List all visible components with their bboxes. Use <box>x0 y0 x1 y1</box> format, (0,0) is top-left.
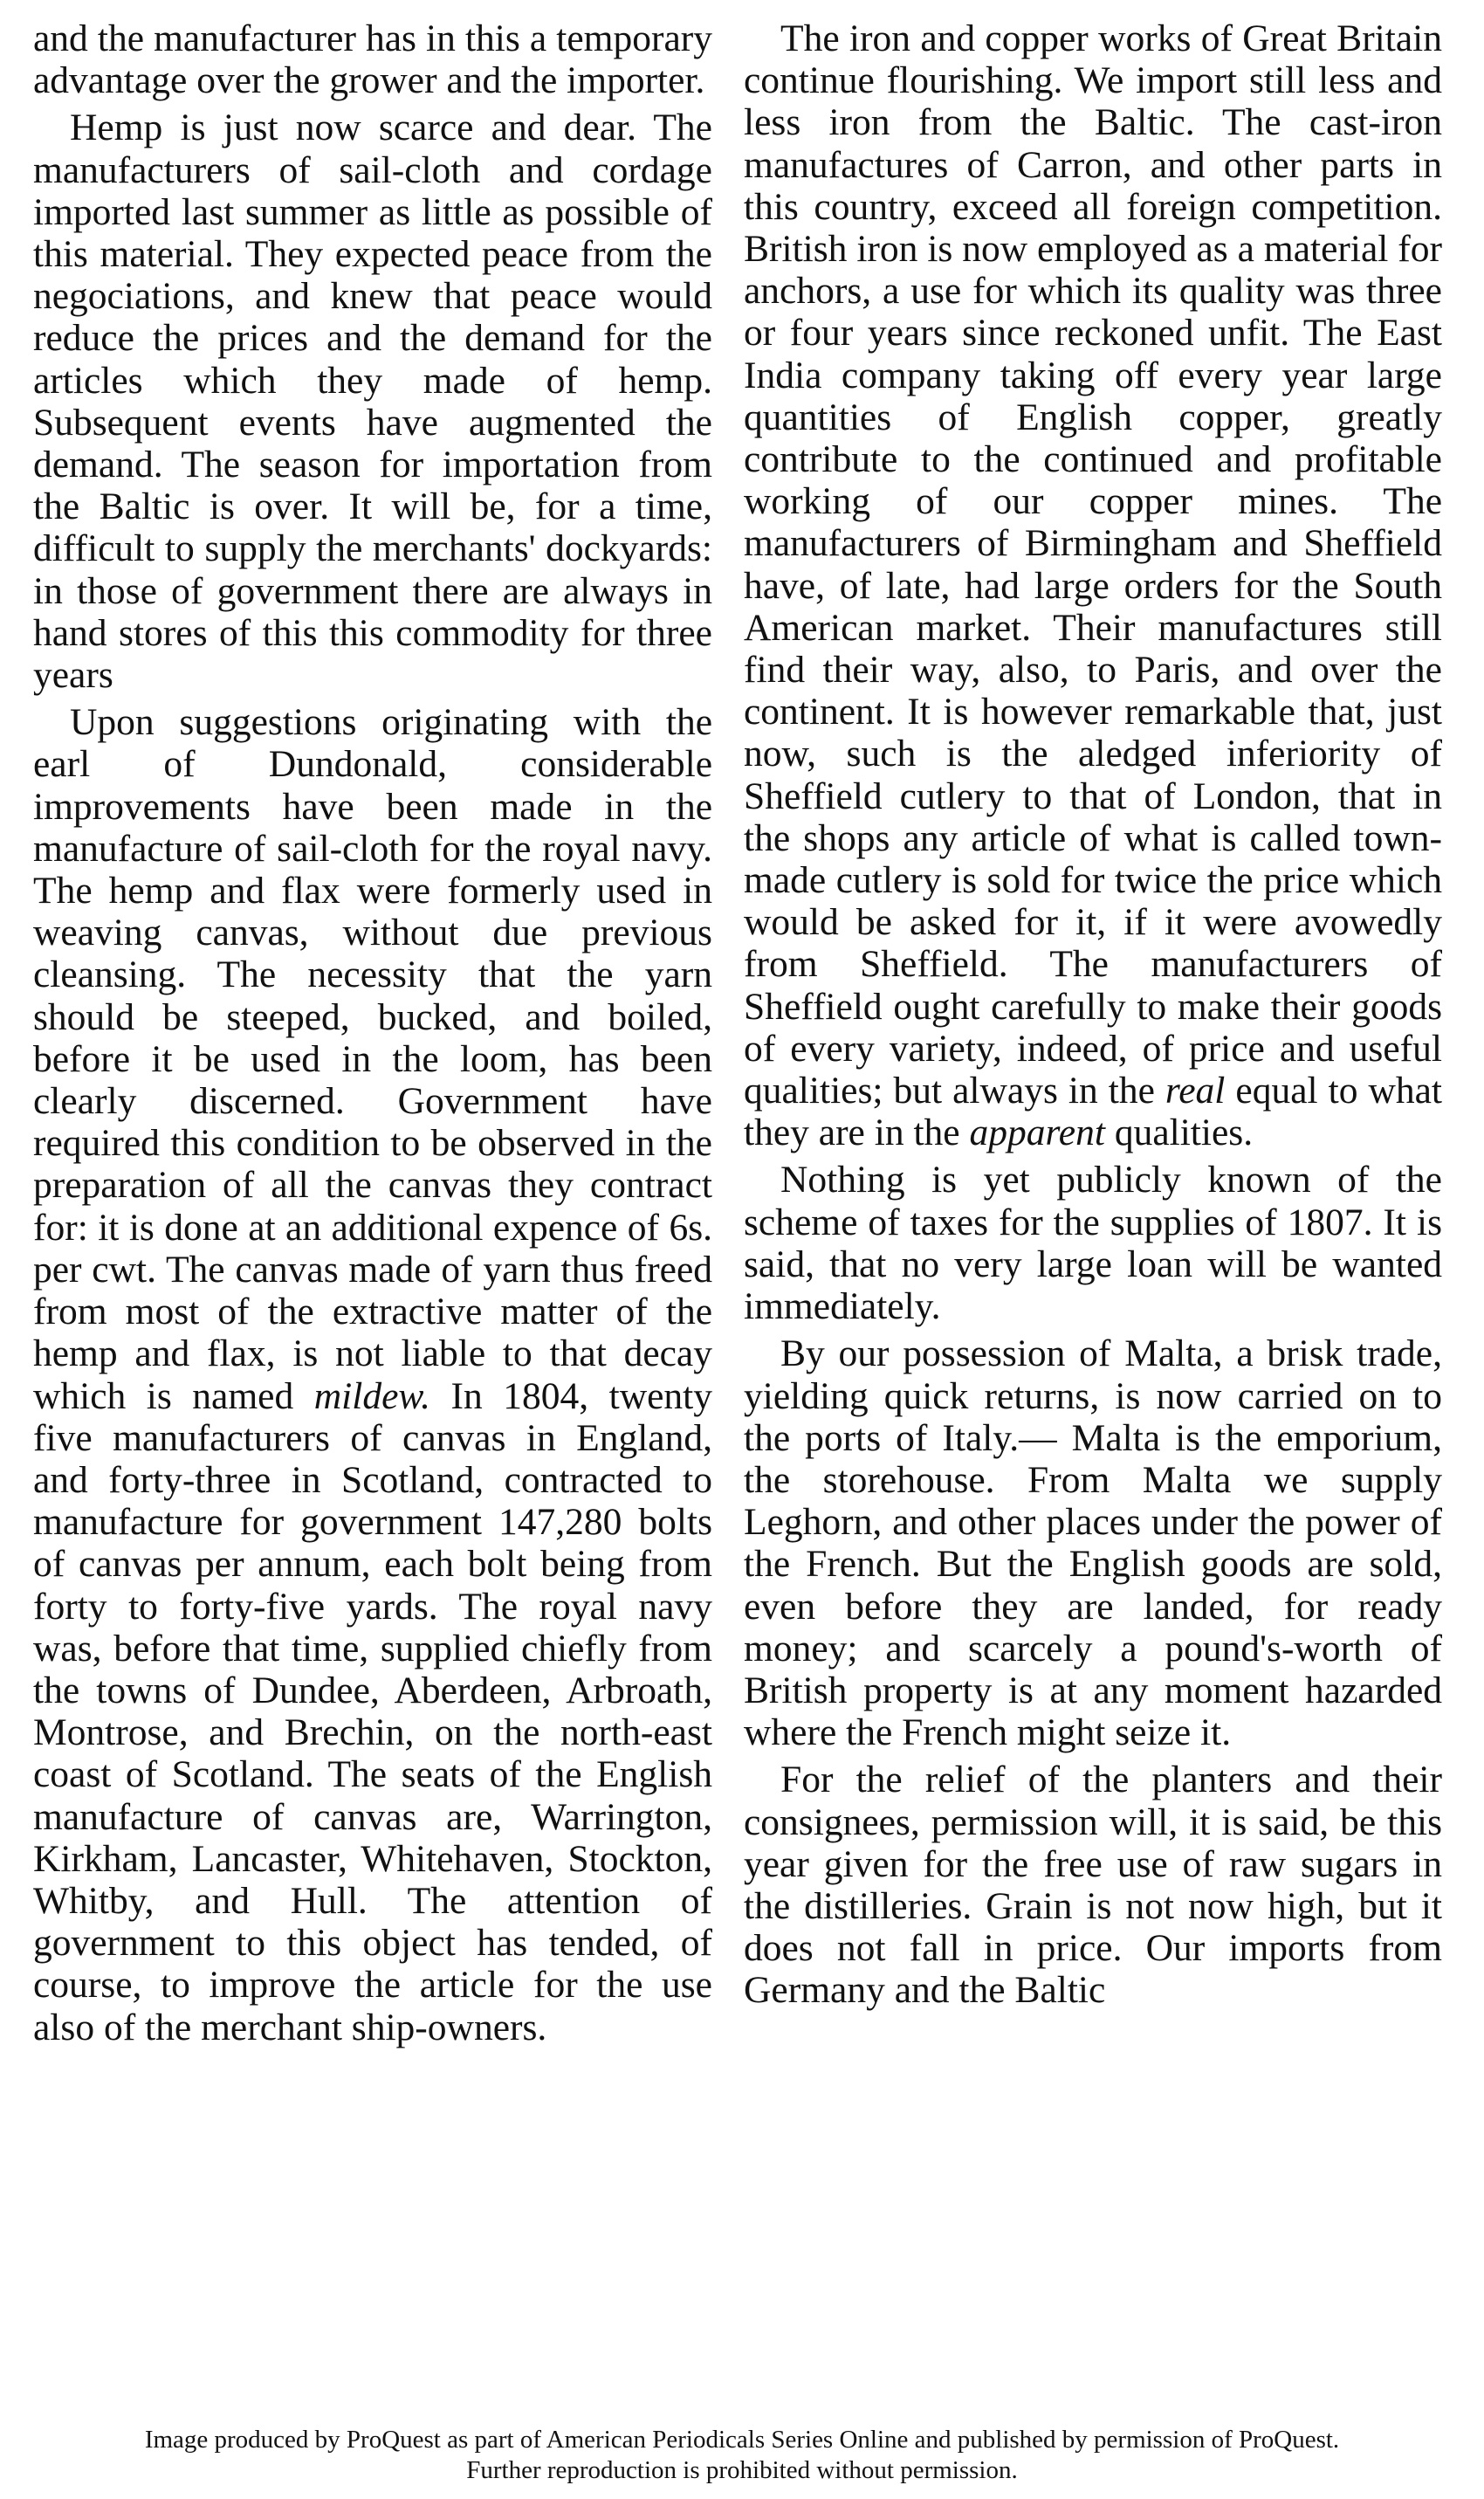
right-paragraph-1-text-b: equal to what they are in the <box>744 1070 1443 1154</box>
right-column <box>744 17 1442 2012</box>
left-paragraph-2: Hemp is just now scarce and dear. The manufacturers of sail-cloth and cordage imported last summer as little as possible of this material. They expected peace from the negociations, and knew that peace would reduce the prices and the demand for the articles which they made of hemp. Subsequent events have augmented the demand. The season for importation from the Baltic is over. It will be, for a time, difficult to supply the merchants' dockyards: in those of government there are always in hand stores of this this commodity for three years <box>33 107 712 697</box>
left-paragraph-1: and the manufacturer has in this a temporary advantage over the grower and the importer. <box>33 17 712 102</box>
right-paragraph-1 <box>744 17 1442 1153</box>
right-paragraph-4: For the relief of the planters and their consignees, permission will, it is said, be this year given for the free use of raw sugars in the distilleries. Grain is not now high, but it does not fall in price. Our imports from Germany and the Baltic <box>744 1759 1442 2012</box>
right-paragraph-2: Nothing is yet publicly known of the scheme of taxes for the supplies of 1807. It is said, that no very large loan will be wanted immediately. <box>744 1159 1442 1328</box>
right-paragraph-3: By our possession of Malta, a brisk trade, yielding quick returns, is now carried on to the ports of Italy.— Malta is the emporium, the storehouse. From Malta we supply Leghorn, and other places under the power of the French. But the English goods are sold, even before they are landed, for ready money; and scarcely a pound's-worth of British property is at any moment hazarded where the French might seize it. <box>744 1332 1442 1754</box>
left-column <box>33 17 712 2048</box>
left-paragraph-3-italic: mildew. <box>313 1374 431 1417</box>
right-paragraph-1-italic-real: real <box>1165 1070 1226 1112</box>
left-paragraph-3-text-a: Upon suggestions originating with the earl of Dundonald, considerable improvements have been made in the manufacture of sail-cloth for the royal navy. The hemp and flax were formerly used in weaving canvas, without due previous cleansing. The necessity that the yarn should be steeped, bucked, and boiled, before it be used in the loom, has been clearly discerned. Government have required this condition to be observed in the preparation of all the canvas they contract for: it is done at an additional expence of 6s. per cwt. The canvas made of yarn thus freed from most of the extractive matter of the hemp and flax, is not liable to that decay which is named <box>33 701 712 1417</box>
left-paragraph-3-text-b: In 1804, twenty five manufacturers of canvas in England, and forty-three in Scotland, contracted to manufacture for government 147,280 bolts of canvas per annum, each bolt being from forty to forty-five yards. The royal navy was, before that time, supplied chiefly from the towns of Dundee, Aberdeen, Arbroath, Montrose, and Brechin, on the north-east coast of Scotland. The seats of the English manufacture of canvas are, Warrington, Kirkham, Lancaster, Whitehaven, Stockton, Whitby, and Hull. The attention of government to this object has tended, of course, to improve the article for the use also of the merchant ship-owners. <box>33 1374 712 2048</box>
right-paragraph-1-text-a: The iron and copper works of Great Britain continue flourishing. We import still less and less iron from the Baltic. The cast-iron manufactures of Carron, and other parts in this country, exceed all foreign competition. British iron is now employed as a material for anchors, a use for which its quality was three or four years since reckoned unfit. The East India company taking off every year large quantities of English copper, greatly contribute to the continued and profitable working of our copper mines. The manufacturers of Birmingham and Sheffield have, of late, had large orders for the South American market. Their manufactures still find their way, also, to Paris, and over the continent. It is however remarkable that, just now, such is the aledged inferiority of Sheffield cutlery to that of London, that in the shops any article of what is called town-made cutlery is sold for twice the price which would be asked for it, if it were avowedly from Sheffield. The manufacturers of Sheffield ought carefully to make their goods of every variety, indeed, of price and useful qualities; but always in the <box>744 17 1442 1112</box>
right-paragraph-1-italic-apparent: apparent <box>969 1112 1105 1154</box>
footer-permission-line: Further reproduction is prohibited without permission. <box>466 2456 1018 2484</box>
footer-attribution-line: Image produced by ProQuest as part of American Periodicals Series Online and published by permission of ProQuest. <box>144 2426 1340 2454</box>
left-paragraph-3 <box>33 701 712 2048</box>
right-paragraph-1-text-c: qualities. <box>1114 1112 1254 1154</box>
